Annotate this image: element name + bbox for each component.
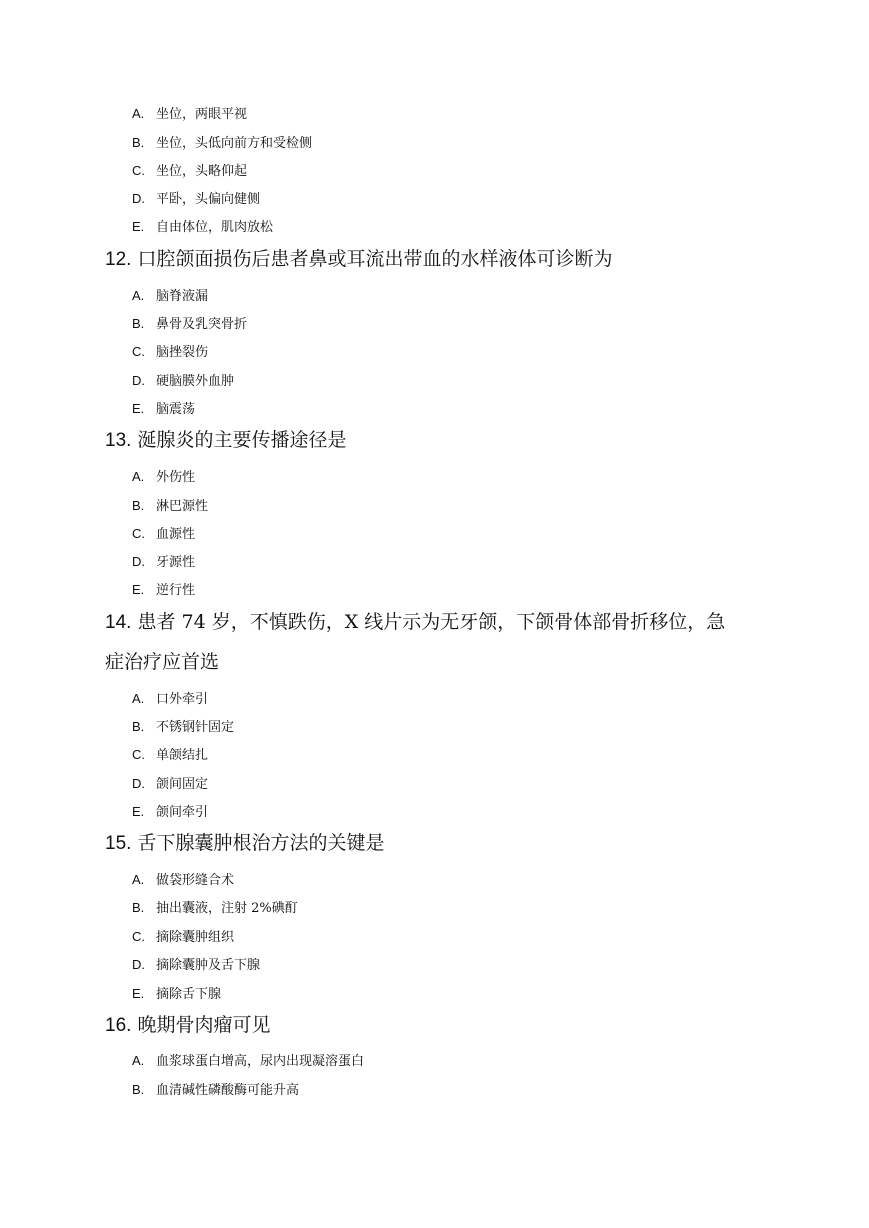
option-text: 逆行性 bbox=[156, 583, 196, 598]
option-text: 单颌结扎 bbox=[156, 748, 209, 763]
option-item bbox=[132, 344, 208, 361]
option-letter: A. bbox=[132, 1053, 145, 1068]
option-text: 口外牵引 bbox=[156, 692, 209, 707]
option-text: 抽出囊液，注射 2%碘酊 bbox=[156, 901, 298, 916]
option-letter: E. bbox=[132, 219, 145, 234]
option-text: 摘除囊肿组织 bbox=[156, 930, 235, 945]
option-letter: B. bbox=[132, 900, 145, 915]
option-item bbox=[132, 316, 247, 333]
question-text: 口腔颌面损伤后患者鼻或耳流出带血的水样液体可诊断为 bbox=[137, 248, 613, 270]
option-item bbox=[132, 719, 234, 736]
option-text: 坐位，两眼平视 bbox=[156, 107, 248, 122]
option-letter: B. bbox=[132, 135, 145, 150]
option-text: 不锈钢针固定 bbox=[156, 720, 235, 735]
option-item bbox=[132, 986, 221, 1003]
question-heading bbox=[105, 1013, 270, 1038]
option-letter: D. bbox=[132, 776, 145, 791]
option-letter: A. bbox=[132, 469, 145, 484]
option-item bbox=[132, 900, 298, 917]
question-number: 12. bbox=[105, 249, 132, 270]
option-item bbox=[132, 135, 312, 152]
option-letter: D. bbox=[132, 373, 145, 388]
option-letter: B. bbox=[132, 719, 145, 734]
option-item bbox=[132, 106, 247, 123]
option-letter: B. bbox=[132, 316, 145, 331]
option-letter: E. bbox=[132, 582, 145, 597]
question-heading bbox=[105, 831, 384, 856]
option-text: 硬脑膜外血肿 bbox=[156, 374, 235, 389]
option-item bbox=[132, 469, 195, 486]
option-item bbox=[132, 691, 208, 708]
option-text: 血浆球蛋白增高，尿内出现凝溶蛋白 bbox=[156, 1054, 365, 1069]
option-text: 淋巴源性 bbox=[156, 499, 209, 514]
option-text: 脑震荡 bbox=[156, 402, 196, 417]
option-text: 鼻骨及乳突骨折 bbox=[156, 317, 248, 332]
option-letter: C. bbox=[132, 344, 145, 359]
question-number: 14. bbox=[105, 612, 132, 633]
option-letter: A. bbox=[132, 691, 145, 706]
option-text: 坐位，头略仰起 bbox=[156, 164, 248, 179]
option-letter: C. bbox=[132, 929, 145, 944]
option-item bbox=[132, 373, 234, 390]
option-text: 坐位，头低向前方和受检侧 bbox=[156, 136, 313, 151]
option-item bbox=[132, 219, 273, 236]
option-letter: D. bbox=[132, 191, 145, 206]
question-number: 16. bbox=[105, 1015, 132, 1036]
option-item bbox=[132, 957, 260, 974]
option-item bbox=[132, 747, 208, 764]
question-number: 13. bbox=[105, 430, 132, 451]
option-text: 摘除囊肿及舌下腺 bbox=[156, 958, 261, 973]
option-letter: E. bbox=[132, 401, 145, 416]
question-text: 舌下腺囊肿根治方法的关键是 bbox=[137, 832, 385, 854]
option-letter: C. bbox=[132, 163, 145, 178]
option-item bbox=[132, 191, 260, 208]
option-item bbox=[132, 554, 195, 571]
question-heading bbox=[105, 428, 346, 453]
option-item bbox=[132, 872, 234, 889]
option-letter: C. bbox=[132, 747, 145, 762]
option-letter: A. bbox=[132, 106, 145, 121]
option-item bbox=[132, 776, 208, 793]
question-text: 患者 74 岁，不慎跌伤，X 线片示为无牙颌，下颌骨体部骨折移位，急 bbox=[137, 611, 726, 633]
option-item bbox=[132, 804, 208, 821]
option-text: 外伤性 bbox=[156, 470, 196, 485]
option-item bbox=[132, 288, 208, 305]
option-item bbox=[132, 526, 195, 543]
option-item bbox=[132, 401, 195, 418]
option-text: 颌间牵引 bbox=[156, 805, 209, 820]
option-item bbox=[132, 582, 195, 599]
question-text: 晚期骨肉瘤可见 bbox=[137, 1014, 271, 1036]
option-letter: B. bbox=[132, 1082, 145, 1097]
option-letter: B. bbox=[132, 498, 145, 513]
option-letter: E. bbox=[132, 804, 145, 819]
option-letter: C. bbox=[132, 526, 145, 541]
option-text: 牙源性 bbox=[156, 555, 196, 570]
option-letter: E. bbox=[132, 986, 145, 1001]
question-text-continued: 症治疗应首选 bbox=[105, 651, 220, 673]
option-text: 平卧，头偏向健侧 bbox=[156, 192, 261, 207]
option-text: 血源性 bbox=[156, 527, 196, 542]
question-text: 涎腺炎的主要传播途径是 bbox=[137, 429, 347, 451]
option-text: 自由体位，肌肉放松 bbox=[156, 220, 274, 235]
option-letter: A. bbox=[132, 288, 145, 303]
option-letter: D. bbox=[132, 957, 145, 972]
option-item bbox=[132, 498, 208, 515]
option-text: 做袋形缝合术 bbox=[156, 873, 235, 888]
option-item bbox=[132, 1082, 299, 1099]
option-letter: D. bbox=[132, 554, 145, 569]
option-item bbox=[132, 163, 247, 180]
question-heading bbox=[105, 247, 612, 272]
question-number: 15. bbox=[105, 833, 132, 854]
option-item bbox=[132, 1053, 364, 1070]
option-text: 血清碱性磷酸酶可能升高 bbox=[156, 1083, 300, 1098]
option-text: 摘除舌下腺 bbox=[156, 987, 222, 1002]
option-letter: A. bbox=[132, 872, 145, 887]
question-heading bbox=[105, 610, 725, 635]
option-text: 颌间固定 bbox=[156, 777, 209, 792]
option-text: 脑挫裂伤 bbox=[156, 345, 209, 360]
option-text: 脑脊液漏 bbox=[156, 289, 209, 304]
option-item bbox=[132, 929, 234, 946]
